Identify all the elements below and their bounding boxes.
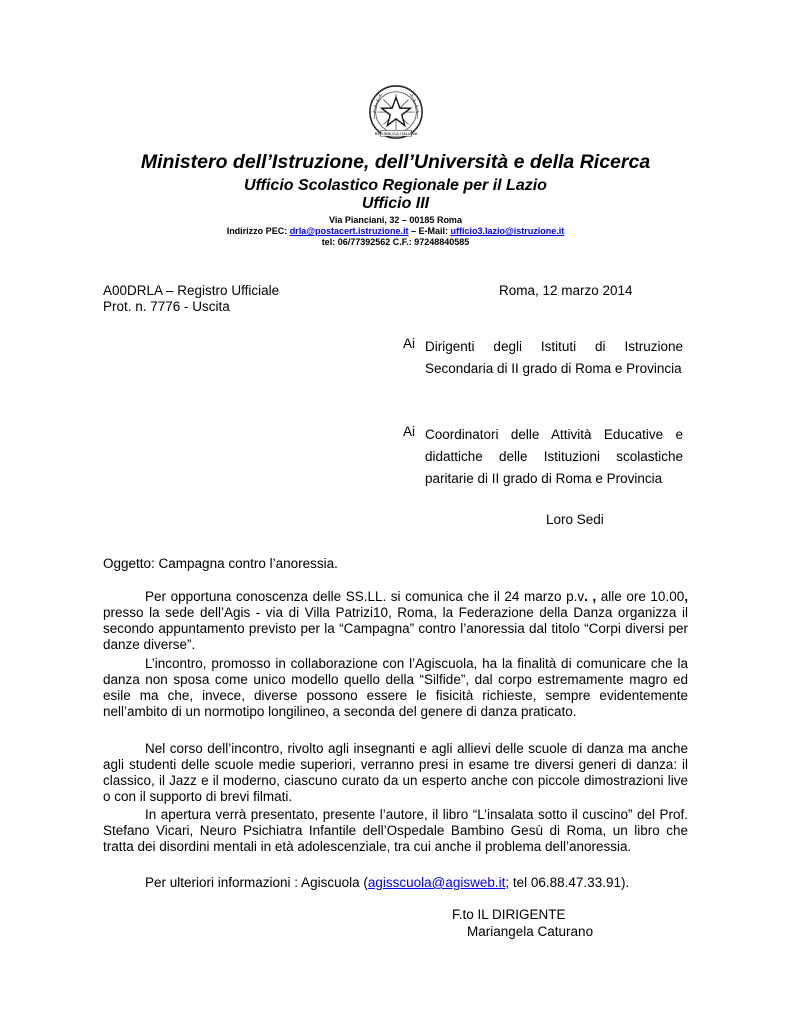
office-unit-title: Ufficio III — [361, 195, 430, 212]
office-address: Via Pianciani, 32 – 00185 Roma — [329, 215, 462, 225]
recipient-block — [403, 424, 683, 490]
pec-email-link[interactable]: drla@postacert.istruzione.it — [289, 226, 409, 236]
body-paragraph: L’incontro, promosso in collaborazione con l’Agiscuola, ha la finalità di comunicare che la danza non sposa come unico modello quello della “Silfide”, dal corpo estremamente magro ed esile ma che, invece, diverse possono essere le fisicità richieste, sempre evidentemente nell’ambito di un normotipo longilineo, a seconda del genere di danza praticato. — [103, 656, 688, 719]
registry-block — [103, 283, 279, 315]
body-paragraph — [103, 589, 688, 653]
agiscuola-email-link[interactable]: agisscuola@agisweb.it — [367, 875, 506, 890]
body-paragraph — [103, 875, 688, 891]
registry-line: A00DRLA – Registro Ufficiale — [103, 283, 280, 298]
pec-label: Indirizzo PEC: — [226, 226, 290, 236]
recipient-block — [403, 336, 683, 380]
body-paragraph: In apertura verrà presentato, presente l’autore, il libro “L’insalata sotto il cuscino” del Prof. Stefano Vicari, Neuro Psichiatra Infantile dell’Ospedale Bambino Gesù di Roma, un libro che tratta dei disordini mentali in età adolescenziale, tra cui anche il problema dell’anoressia. — [103, 807, 688, 854]
ministry-title: Ministero dell’Istruzione, dell’Università e della Ricerca — [140, 151, 651, 173]
email-label: – E-Mail: — [408, 226, 451, 236]
letter-date: Roma, 12 marzo 2014 — [499, 283, 633, 298]
protocol-line: Prot. n. 7776 - Uscita — [103, 299, 230, 314]
recipient-text: Coordinatori delle Attività Educative e didattiche delle Istituzioni scolastiche paritarie di II grado di Roma e Provincia — [425, 427, 683, 486]
signature-title: F.to IL DIRIGENTE — [452, 907, 566, 922]
paragraph-text: Per ulteriori informazioni : Agiscuola ( — [145, 875, 368, 890]
recipient-text: Dirigenti degli Istituti di Istruzione Secondaria di II grado di Roma e Provincia — [425, 339, 683, 376]
contact-line — [0, 226, 791, 236]
paragraph-text: . , — [584, 589, 601, 604]
svg-text:REPUBBLICA ITALIANA: REPUBBLICA ITALIANA — [374, 131, 418, 137]
italian-republic-emblem-icon — [367, 84, 425, 142]
body-paragraph: Nel corso dell’incontro, rivolto agli insegnanti e agli allievi delle scuole di danza ma anche agli studenti delle scuole medie superiori, verranno presi in esame tre diversi generi di danza: il classico, il Jazz e il moderno, ciascuno curato da un esperto anche con piccole dimostrazioni live o con il supporto di brevi filmati. — [103, 741, 688, 804]
recipient-prefix: Ai — [403, 336, 416, 351]
paragraph-text: 10.00 — [650, 589, 685, 604]
recipient-prefix: Ai — [403, 424, 416, 439]
office-email-link[interactable]: ufficio3.lazio@istruzione.it — [450, 226, 565, 236]
paragraph-text: , — [684, 589, 688, 604]
signature-name: Mariangela Caturano — [467, 924, 594, 939]
office-title: Ufficio Scolastico Regionale per il Lazio — [244, 177, 547, 194]
paragraph-text: presso la sede dell’Agis - via di Villa Patrizi10, Roma, la Federazione della Danza organizza il secondo appuntamento previsto per la “Campagna” contro l’anoressia dal titolo “Corpi diversi per danze diverse”. — [103, 605, 688, 652]
paragraph-text: ; tel 06.88.47.33.91). — [505, 875, 630, 890]
loro-sedi: Loro Sedi — [546, 512, 604, 527]
tel-line: tel: 06/77392562 C.F.: 97248840585 — [321, 237, 470, 247]
subject-line: Oggetto: Campagna contro l’anoressia. — [103, 556, 338, 571]
paragraph-text: Per opportuna conoscenza delle SS.LL. si comunica che il 24 marzo p.v — [145, 589, 585, 604]
paragraph-text: alle ore — [600, 589, 651, 604]
